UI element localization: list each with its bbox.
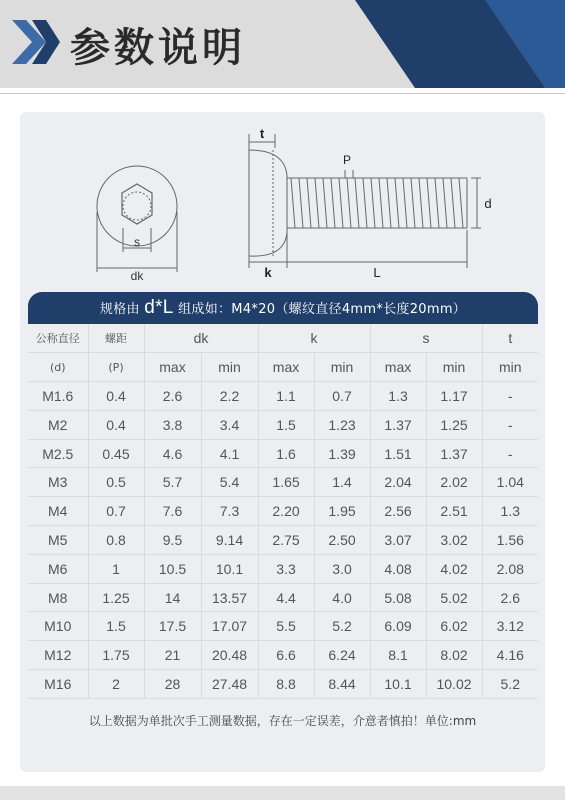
table-row [28, 497, 538, 526]
col-header-pitch-symbol: (P) [88, 353, 144, 382]
cell-pitch: 1.25 [88, 583, 144, 612]
double-chevron-icon [10, 18, 62, 66]
label-d: d [484, 196, 492, 211]
cell-pitch: 0.4 [88, 382, 144, 411]
cell-k-min: 1.39 [314, 439, 370, 468]
cell-dk-max: 10.5 [144, 554, 201, 583]
caption-prefix: 规格由 [99, 302, 140, 317]
cell-s-max: 2.56 [370, 497, 426, 526]
cell-diameter: M8 [28, 583, 88, 612]
caption-formula: d*L [144, 297, 174, 318]
cell-pitch: 1.75 [88, 641, 144, 670]
label-p: P [342, 153, 352, 167]
table-caption-bar [28, 292, 538, 324]
cell-s-min: 4.02 [426, 554, 482, 583]
cell-k-min: 6.24 [314, 641, 370, 670]
cell-s-max: 1.3 [370, 382, 426, 411]
cell-s-max: 2.04 [370, 468, 426, 497]
cell-s-min: 8.02 [426, 641, 482, 670]
cell-k-max: 2.75 [258, 526, 314, 555]
cell-dk-max: 5.7 [144, 468, 201, 497]
cell-diameter: M1.6 [28, 382, 88, 411]
table-row [28, 670, 538, 699]
cell-k-min: 1.4 [314, 468, 370, 497]
cell-s-min: 1.25 [426, 410, 482, 439]
cell-k-max: 1.1 [258, 382, 314, 411]
cell-dk-max: 3.8 [144, 410, 201, 439]
cell-k-max: 4.4 [258, 583, 314, 612]
table-row [28, 612, 538, 641]
cell-t-min: 2.6 [482, 583, 538, 612]
caption-suffix: 组成如：M4*20（螺纹直径4mm*长度20mm） [178, 302, 467, 317]
cell-pitch: 1 [88, 554, 144, 583]
cell-t-min: 3.12 [482, 612, 538, 641]
label-s: s [134, 235, 140, 249]
cell-s-min: 2.51 [426, 497, 482, 526]
cell-s-min: 5.02 [426, 583, 482, 612]
cell-dk-max: 14 [144, 583, 201, 612]
cell-diameter: M6 [28, 554, 88, 583]
cell-s-max: 6.09 [370, 612, 426, 641]
col-header-diameter-symbol: (d) [28, 353, 88, 382]
cell-t-min: - [482, 410, 538, 439]
cell-k-max: 2.20 [258, 497, 314, 526]
cell-dk-min: 7.3 [201, 497, 258, 526]
cell-k-max: 3.3 [258, 554, 314, 583]
cell-diameter: M2.5 [28, 439, 88, 468]
cell-k-min: 8.44 [314, 670, 370, 699]
cell-dk-min: 27.48 [201, 670, 258, 699]
sub-header-k-max: max [258, 353, 314, 382]
cell-t-min: - [482, 439, 538, 468]
cell-diameter: M2 [28, 410, 88, 439]
cell-t-min: 1.3 [482, 497, 538, 526]
cell-diameter: M3 [28, 468, 88, 497]
cell-s-max: 1.37 [370, 410, 426, 439]
sub-header-s-max: max [370, 353, 426, 382]
cell-s-min: 1.17 [426, 382, 482, 411]
cell-s-min: 10.02 [426, 670, 482, 699]
cell-t-min: 4.16 [482, 641, 538, 670]
cell-diameter: M5 [28, 526, 88, 555]
table-row [28, 439, 538, 468]
cell-pitch: 0.8 [88, 526, 144, 555]
label-dk: dk [130, 269, 144, 283]
cell-pitch: 0.4 [88, 410, 144, 439]
cell-s-max: 4.08 [370, 554, 426, 583]
corner-decoration [355, 0, 565, 88]
cell-dk-min: 3.4 [201, 410, 258, 439]
cell-diameter: M16 [28, 670, 88, 699]
cell-s-max: 10.1 [370, 670, 426, 699]
cell-s-min: 1.37 [426, 439, 482, 468]
cell-s-min: 6.02 [426, 612, 482, 641]
cell-s-max: 5.08 [370, 583, 426, 612]
cell-k-min: 0.7 [314, 382, 370, 411]
col-header-pitch: 螺距 [88, 324, 144, 353]
thread-lines [291, 178, 463, 228]
cell-t-min: 2.08 [482, 554, 538, 583]
cell-dk-max: 21 [144, 641, 201, 670]
table-body [28, 382, 538, 699]
page-header [0, 0, 565, 88]
spec-table-container [28, 292, 538, 699]
group-header-k: k [258, 324, 370, 353]
cell-k-min: 4.0 [314, 583, 370, 612]
sub-header-s-min: min [426, 353, 482, 382]
cell-t-min: 1.56 [482, 526, 538, 555]
cell-k-max: 6.6 [258, 641, 314, 670]
cell-dk-max: 2.6 [144, 382, 201, 411]
group-header-t: t [482, 324, 538, 353]
cell-dk-min: 17.07 [201, 612, 258, 641]
col-header-diameter: 公称直径 [28, 324, 88, 353]
cell-dk-max: 9.5 [144, 526, 201, 555]
cell-k-min: 1.95 [314, 497, 370, 526]
cell-diameter: M12 [28, 641, 88, 670]
cell-dk-max: 4.6 [144, 439, 201, 468]
cell-pitch: 0.7 [88, 497, 144, 526]
cell-k-min: 1.23 [314, 410, 370, 439]
cell-k-min: 5.2 [314, 612, 370, 641]
cell-s-min: 2.02 [426, 468, 482, 497]
cell-k-min: 3.0 [314, 554, 370, 583]
label-t: t [259, 126, 265, 141]
cell-pitch: 1.5 [88, 612, 144, 641]
screw-diagram [85, 120, 495, 285]
cell-dk-max: 17.5 [144, 612, 201, 641]
spec-table [28, 324, 538, 699]
sub-header-dk-max: max [144, 353, 201, 382]
cell-dk-min: 5.4 [201, 468, 258, 497]
cell-s-max: 8.1 [370, 641, 426, 670]
label-l: L [373, 265, 381, 280]
cell-s-min: 3.02 [426, 526, 482, 555]
table-row [28, 641, 538, 670]
screw-top-view [97, 166, 177, 272]
cell-t-min: 1.04 [482, 468, 538, 497]
cell-dk-min: 10.1 [201, 554, 258, 583]
table-row [28, 583, 538, 612]
cell-dk-min: 20.48 [201, 641, 258, 670]
group-header-dk: dk [144, 324, 258, 353]
label-k: k [264, 265, 272, 280]
table-row [28, 382, 538, 411]
cell-t-min: 5.2 [482, 670, 538, 699]
cell-k-max: 1.5 [258, 410, 314, 439]
cell-dk-min: 9.14 [201, 526, 258, 555]
cell-dk-min: 2.2 [201, 382, 258, 411]
cell-dk-max: 28 [144, 670, 201, 699]
cell-pitch: 0.45 [88, 439, 144, 468]
group-header-s: s [370, 324, 482, 353]
cell-s-max: 1.51 [370, 439, 426, 468]
cell-pitch: 2 [88, 670, 144, 699]
table-header-row-1 [28, 324, 538, 353]
sub-header-k-min: min [314, 353, 370, 382]
header-divider [0, 93, 565, 94]
cell-k-max: 1.6 [258, 439, 314, 468]
cell-dk-min: 13.57 [201, 583, 258, 612]
table-row [28, 526, 538, 555]
sub-header-dk-min: min [201, 353, 258, 382]
page-title: 参数说明 [70, 25, 246, 71]
cell-dk-max: 7.6 [144, 497, 201, 526]
cell-k-min: 2.50 [314, 526, 370, 555]
screw-side-view [249, 134, 481, 268]
table-row [28, 410, 538, 439]
cell-dk-min: 4.1 [201, 439, 258, 468]
cell-pitch: 0.5 [88, 468, 144, 497]
table-row [28, 468, 538, 497]
cell-k-max: 8.8 [258, 670, 314, 699]
cell-diameter: M10 [28, 612, 88, 641]
sub-header-t-min: min [482, 353, 538, 382]
table-row [28, 554, 538, 583]
cell-t-min: - [482, 382, 538, 411]
bottom-strip [0, 786, 565, 800]
cell-s-max: 3.07 [370, 526, 426, 555]
cell-k-max: 1.65 [258, 468, 314, 497]
cell-diameter: M4 [28, 497, 88, 526]
table-header-row-2 [28, 353, 538, 382]
cell-k-max: 5.5 [258, 612, 314, 641]
footer-note: 以上数据为单批次手工测量数据，存在一定误差，介意者慎拍！单位:mm [88, 714, 477, 728]
